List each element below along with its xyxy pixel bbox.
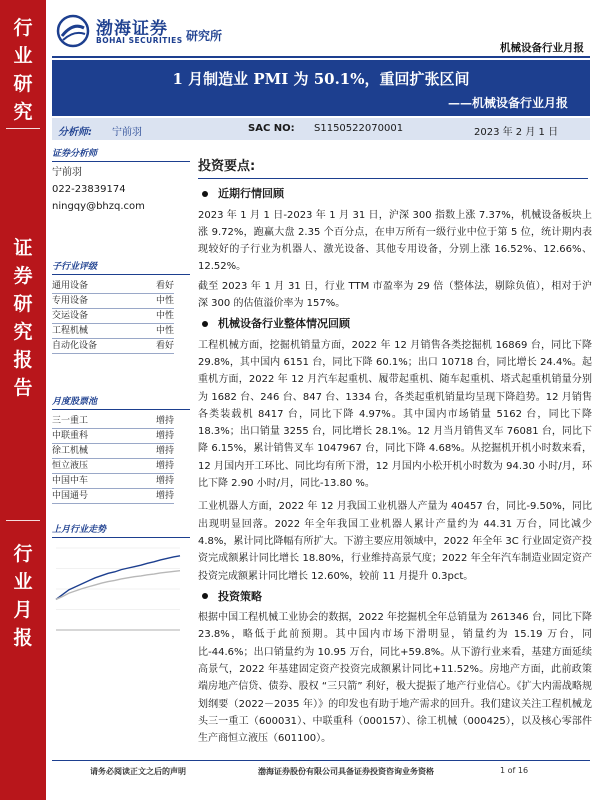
table-row: 交运设备 中性 — [52, 309, 174, 324]
ratings-table — [52, 279, 174, 354]
stock-pool-heading: 月度股票池 — [52, 394, 190, 410]
paragraph: 2023 年 1 月 1 日-2023 年 1 月 31 日，沪深 300 指数上涨 7.37%，机械设备板块上涨 9.72%，跑赢大盘 2.35 个百分点，在申万所有一级行业中位于第 5 位，统计期内表现较好的子行业为机器人、激光设备、其他专用设备，分别上涨 16.52%、12.66%、12.52%。 — [198, 209, 592, 273]
sac-number: S1150522070001 — [314, 123, 404, 134]
table-row: 中国中车 增持 — [52, 474, 174, 489]
report-type-label: 机械设备行业月报 — [500, 42, 584, 54]
investment-highlights-heading: 投资要点: — [198, 158, 588, 179]
paragraph: 截至 2023 年 1 月 31 日，行业 TTM 市盈率为 29 倍（整体法，剔除负值），相对于沪深 300 的估值溢价率为 157%。 — [198, 280, 592, 310]
section-heading: 投资策略 — [198, 588, 592, 605]
analyst-contact — [52, 164, 190, 215]
analyst-name: 宁前羽 — [52, 167, 82, 178]
footer-rule — [52, 760, 590, 761]
analyst-heading: 证券分析师 — [52, 146, 190, 162]
analyst-name: 宁前羽 — [112, 127, 142, 138]
chart-series-line-1 — [56, 556, 180, 600]
table-row: 通用设备 看好 — [52, 279, 174, 294]
analyst-email: ningqy@bhzq.com — [52, 201, 145, 212]
brand-name-en: BOHAI SECURITIES — [96, 36, 183, 45]
bohai-logo-icon — [56, 14, 90, 48]
report-title: 1 月制造业 PMI 为 50.1%，重回扩张区间 — [172, 70, 470, 88]
trend-line-chart — [52, 544, 184, 638]
trend-chart-section — [52, 522, 190, 642]
page-number: 1 of 16 — [500, 766, 529, 775]
report-subtitle: ——机械设备行业月报 — [447, 96, 568, 110]
report-date: 2023 年 2 月 1 日 — [474, 127, 559, 138]
section-heading: 近期行情回顾 — [198, 185, 592, 202]
ratings-heading: 子行业评级 — [52, 259, 190, 275]
rail-label-middle: 证 券 研 究 报 告 — [13, 237, 33, 399]
analyst-label: 分析师: — [58, 127, 92, 138]
table-row: 自动化设备 看好 — [52, 339, 174, 354]
bullet-icon — [202, 191, 208, 197]
bullet-icon — [202, 321, 208, 327]
header-rule — [52, 56, 590, 58]
paragraph: 根据中国工程机械工业协会的数据，2022 年挖掘机全年总销量为 261346 台，同比下降 23.8%，略低于此前预期。其中国内市场下滑明显，销量约为 15.19 万台，同比-44.6%；出口销量约为 10.95 万台，同比+59.8%。从下游行业来看，基建方面延续高景气，2022 年基建固定资产投资完成额累计同比+11.52%。房地产方面，此前政策端房地产信贷、债券、股权 “三只箭” 利好，极大提振了地产行业信心。《扩大内需战略规划纲要（2022－2035 年）》的印发也有助于地产需求的回升。我们建议关注工程机械龙头三一重工（600031）、中联重科（000157）、徐工机械（000425），以及核心零部件生产商恒立液压（601100）。 — [198, 612, 592, 745]
footer-qualification: 渤海证券股份有限公司具备证券投资咨询业务资格 — [258, 767, 434, 776]
table-row: 工程机械 中性 — [52, 324, 174, 339]
meta-strip — [52, 118, 590, 140]
main-content — [198, 158, 592, 750]
table-row: 徐工机械 增持 — [52, 444, 174, 459]
table-row: 中国通号 增持 — [52, 489, 174, 504]
analyst-phone: 022-23839174 — [52, 184, 126, 195]
table-row: 中联重科 增持 — [52, 429, 174, 444]
table-row: 三一重工 增持 — [52, 414, 174, 429]
title-banner — [52, 60, 590, 116]
footer-disclaimer: 请务必阅读正文之后的声明 — [90, 767, 186, 776]
paragraph: 工业机器人方面，2022 年 12 月我国工业机器人产量为 40457 台，同比-9.50%，同比出现明显回落。2022 年全年我国工业机器人累计产量约为 44.31 万台，同比减少 4.8%，累计同比降幅有所扩大。下游主要应用领域中，2022 年全年 3C 行业固定资产投资完成额累计同比增长 18.80%，行业维持高景气度；2022 年全年汽车制造业固定资产投资完成额累计同比增长 12.60%，较前 11 月提升 0.3pct。 — [198, 501, 592, 582]
rail-label-bottom: 行 业 月 报 — [13, 543, 33, 649]
brand-research-institute: 研究所 — [186, 29, 223, 43]
trend-heading: 上月行业走势 — [52, 522, 190, 538]
section-heading: 机械设备行业整体情况回顾 — [198, 315, 592, 332]
table-row: 专用设备 中性 — [52, 294, 174, 309]
rail-divider — [6, 128, 40, 129]
stock-pool-table — [52, 414, 174, 504]
table-row: 恒立液压 增持 — [52, 459, 174, 474]
bullet-icon — [202, 593, 208, 599]
brand-name-cn: 渤海证券 — [96, 19, 168, 39]
sac-label: SAC NO: — [248, 123, 295, 134]
sidebar — [52, 146, 190, 504]
paragraph: 工程机械方面，挖掘机销量方面，2022 年 12 月销售各类挖掘机 16869 台，同比下降 29.8%，其中国内 6151 台，同比下降 60.1%；出口 10718 台，同比增长 24.4%。起重机方面，2022 年 12 月汽车起重机、履带起重机、随车起重机、塔式起重机销量分别为 1682 台、246 台、847 台、1334 台，各类起重机销量均呈现下降趋势。12 月销售各类装载机 8417 台，同比下降 4.97%。其中国内市场销量 5162 台，同比下降 18.3%；出口销量 3255 台，同比增长 28.1%。12 月当月销售叉车 76081 台，同比下降 6.15%，累计销售叉车 1047967 台，同比下降 4.68%。从挖掘机开机小时数来看，12 月国内开工环比、同比均有所下滑，12 月国内小松开机小时数为 94.30 小时/月，环比下降 2.90 小时/月，同比-13.80 %。 — [198, 339, 592, 490]
rail-divider — [6, 520, 40, 521]
rail-label-top: 行 业 研 究 — [13, 17, 33, 123]
chart-series-line-2 — [56, 571, 180, 600]
